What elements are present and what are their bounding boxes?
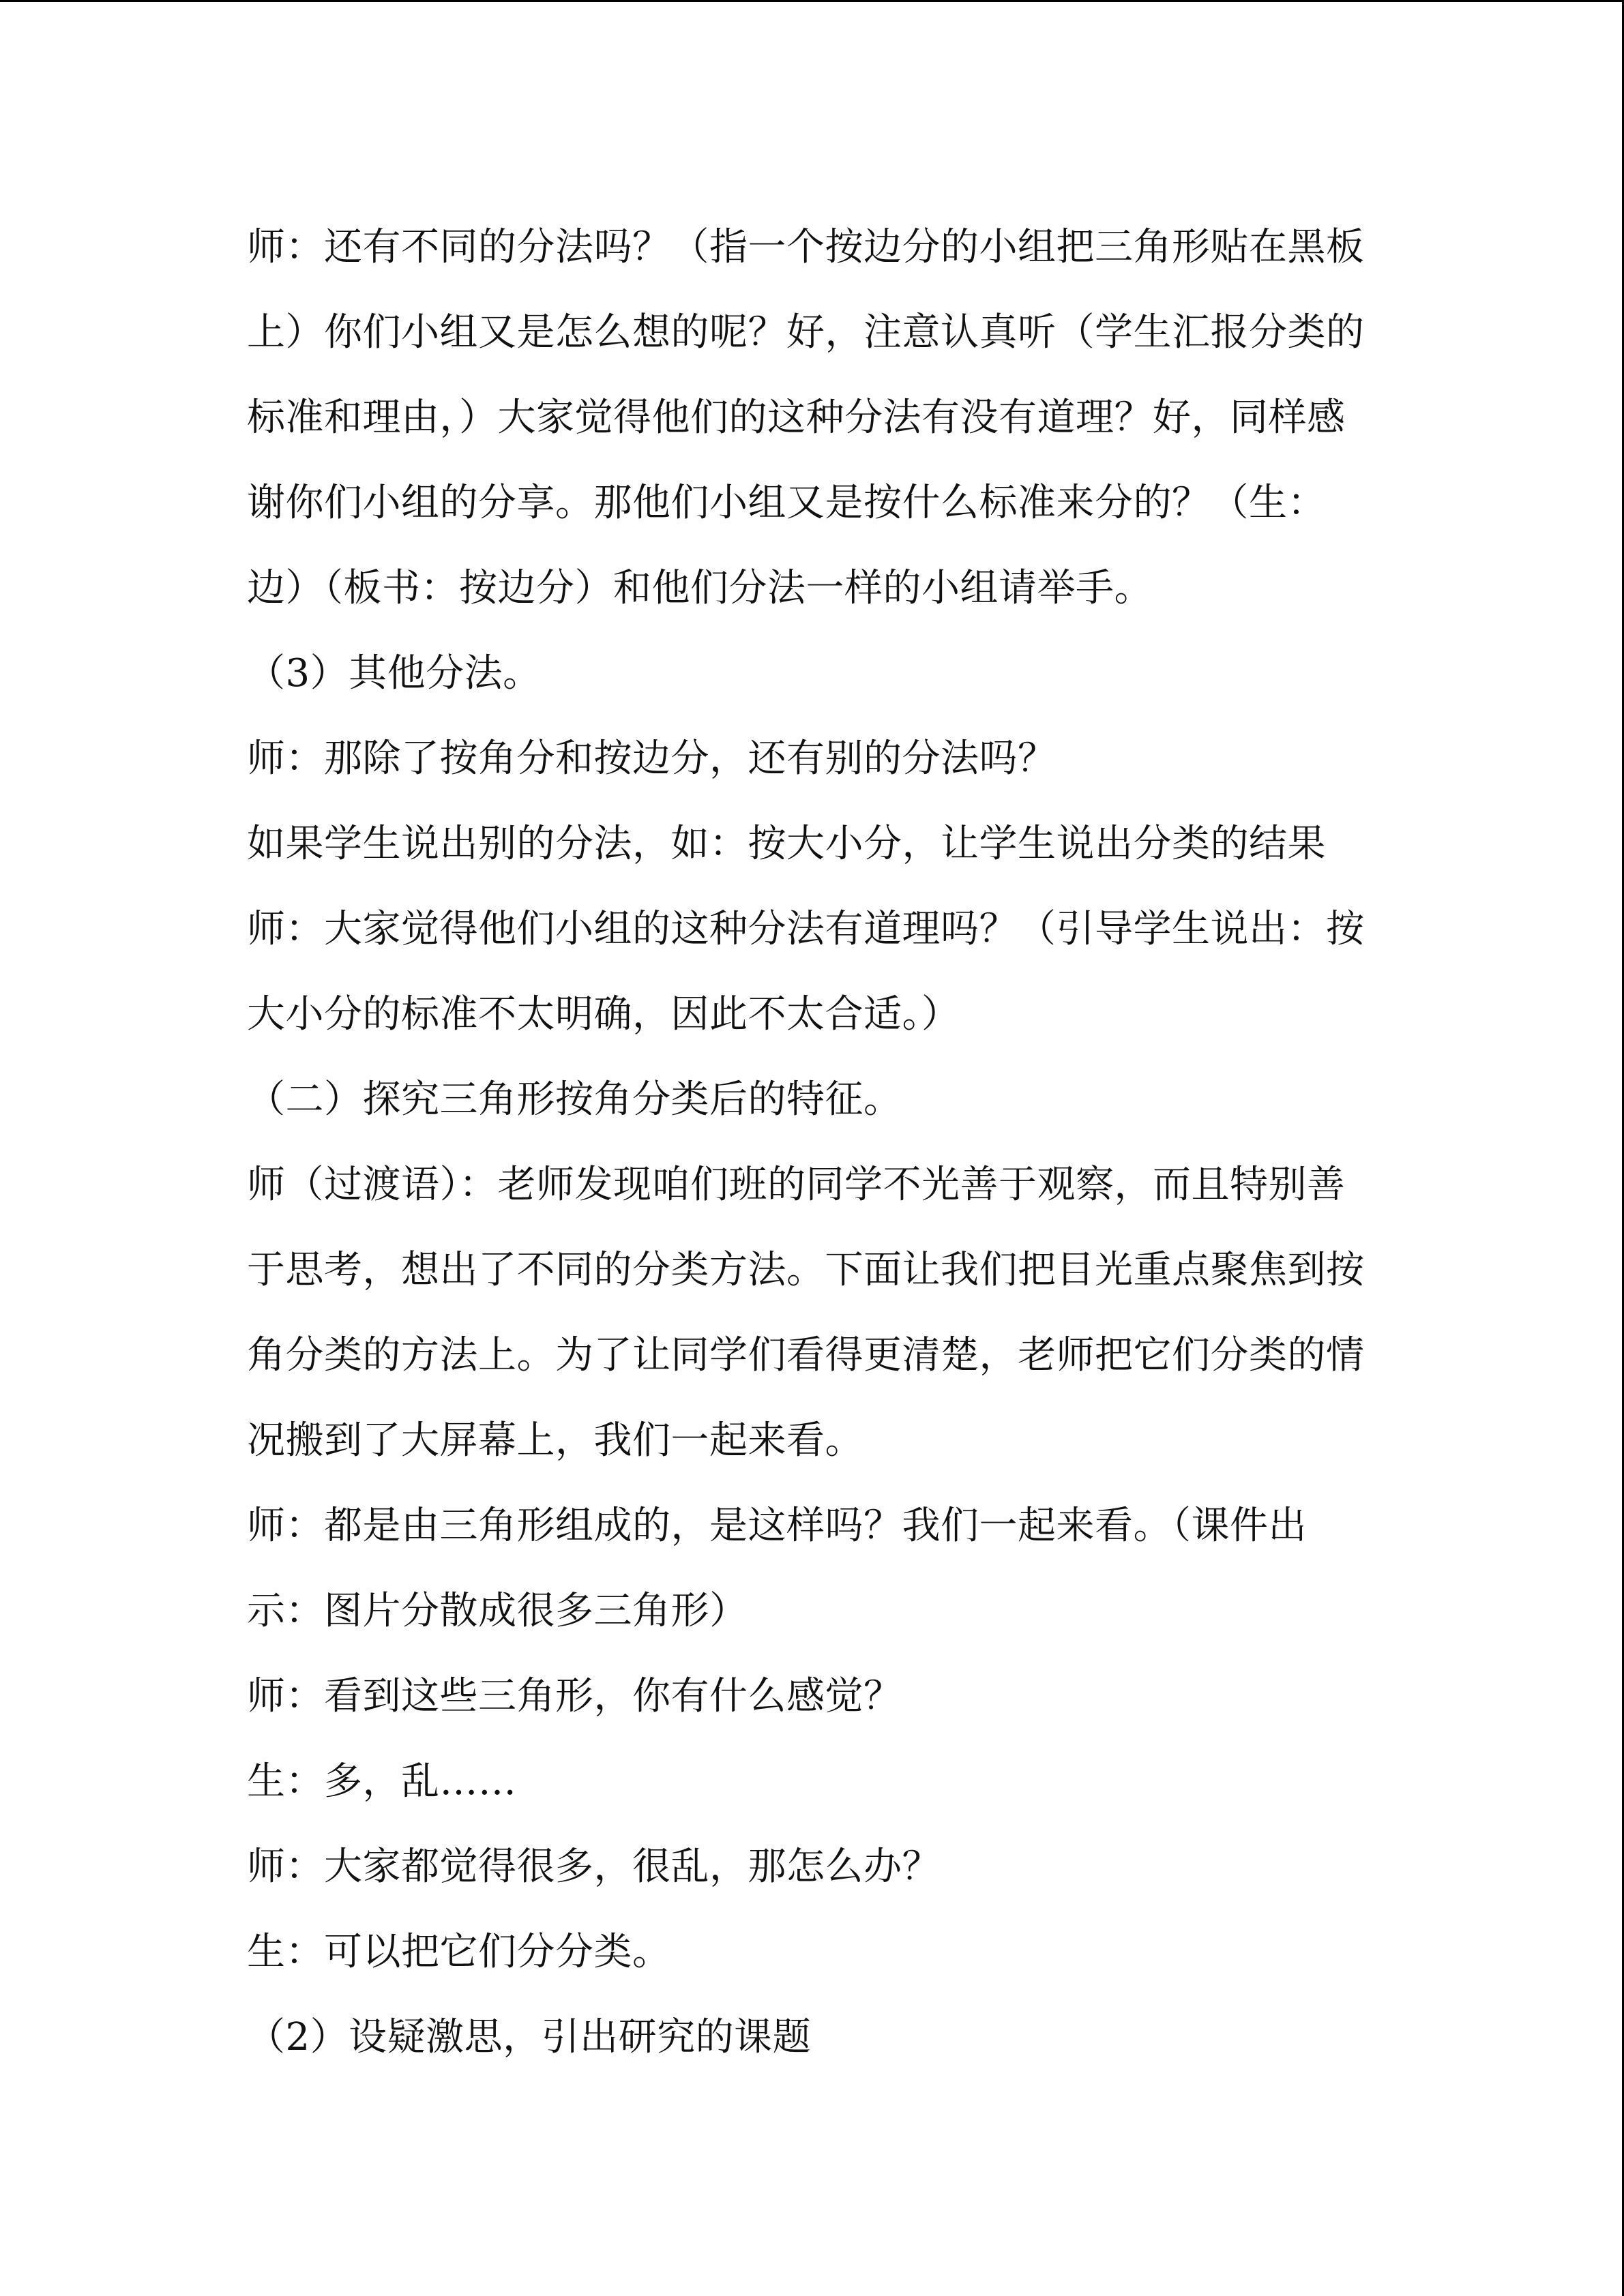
text-line: 师：都是由三角形组成的，是这样吗？我们一起来看。（课件出 xyxy=(247,1504,1307,1548)
text-line: 师：大家觉得他们小组的这种分法有道理吗？（引导学生说出：按 xyxy=(247,907,1365,951)
text-line: 示：图片分散成很多三角形） xyxy=(247,1589,748,1633)
text-line: 谢你们小组的分享。那他们小组又是按什么标准来分的？（生： xyxy=(247,481,1326,525)
text-line: 如果学生说出别的分法，如：按大小分，让学生说出分类的结果 xyxy=(247,822,1326,866)
text-line: 师（过渡语）：老师发现咱们班的同学不光善于观察，而且特别善 xyxy=(247,1163,1346,1207)
text-line: 大小分的标准不太明确，因此不太合适。） xyxy=(247,992,960,1037)
text-line: 上）你们小组又是怎么想的呢？好，注意认真听（学生汇报分类的 xyxy=(247,310,1365,355)
text-line: 师：看到这些三角形，你有什么感觉？ xyxy=(247,1674,902,1718)
text-line: 标准和理由，）大家觉得他们的这种分法有没有道理？好，同样感 xyxy=(247,396,1346,440)
section-heading: （2）设疑激思，引出研究的课题 xyxy=(247,2015,812,2059)
text-line: 生：多，乱…… xyxy=(247,1759,517,1804)
text-line: 于思考，想出了不同的分类方法。下面让我们把目光重点聚焦到按 xyxy=(247,1248,1365,1292)
section-heading: （二）探究三角形按角分类后的特征。 xyxy=(247,1077,902,1122)
page-border-top xyxy=(0,0,1624,2)
text-line: 师：还有不同的分法吗？（指一个按边分的小组把三角形贴在黑板 xyxy=(247,225,1365,269)
text-line: 生：可以把它们分分类。 xyxy=(247,1930,671,1974)
text-line: 师：那除了按角分和按边分，还有别的分法吗？ xyxy=(247,736,1057,781)
text-line: 况搬到了大屏幕上，我们一起来看。 xyxy=(247,1418,863,1463)
text-line: 边）（板书：按边分）和他们分法一样的小组请举手。 xyxy=(247,566,1153,610)
document-body xyxy=(247,205,1365,2080)
section-heading: （3）其他分法。 xyxy=(247,651,542,696)
text-line: 师：大家都觉得很多，很乱，那怎么办？ xyxy=(247,1845,941,1889)
text-line: 角分类的方法上。为了让同学们看得更清楚，老师把它们分类的情 xyxy=(247,1333,1365,1377)
